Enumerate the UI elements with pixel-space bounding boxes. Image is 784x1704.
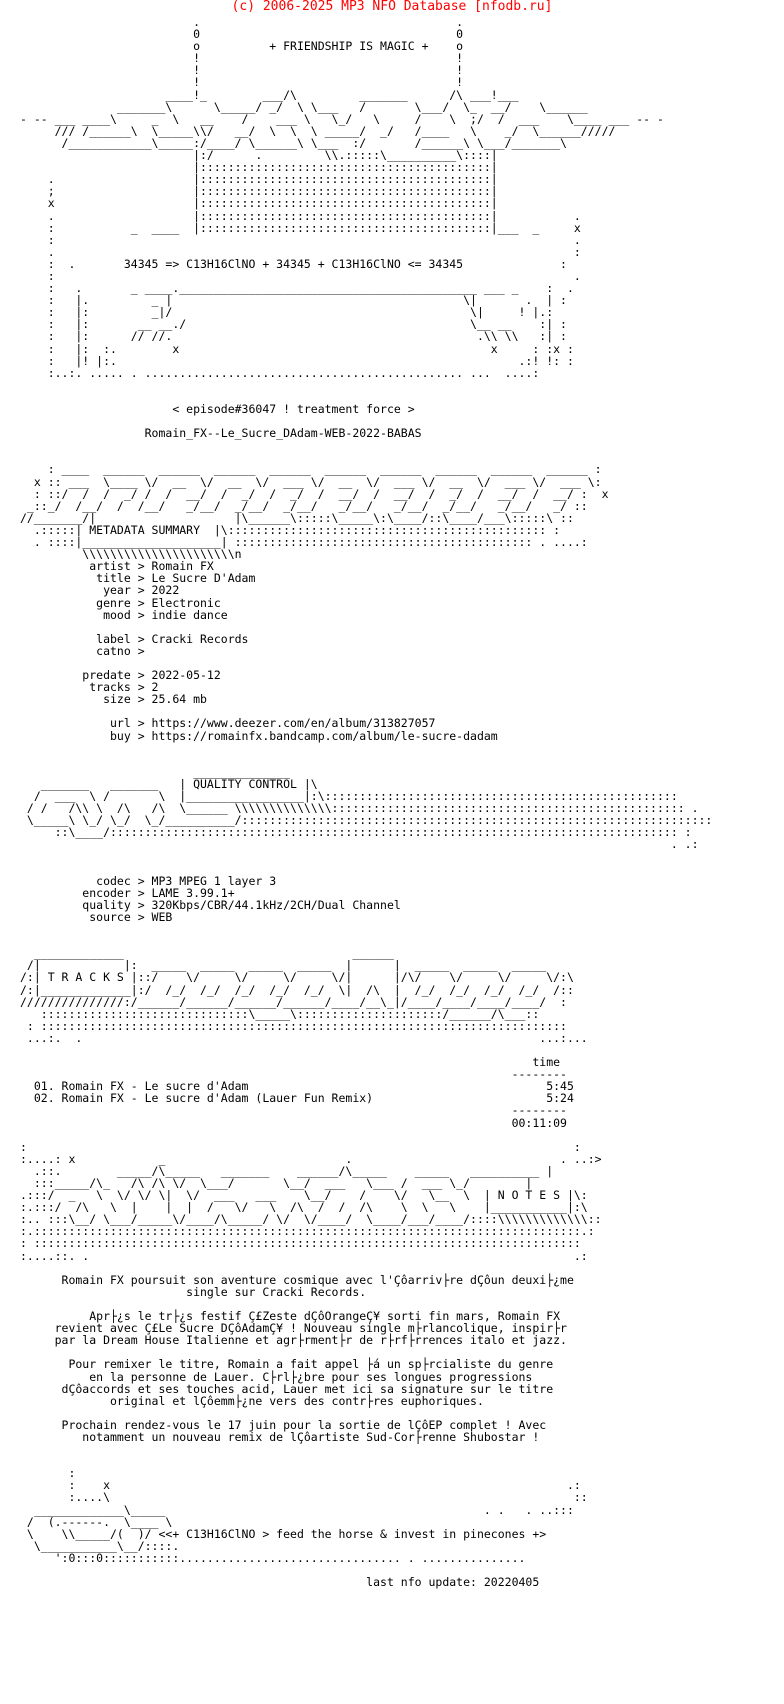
site-header: (c) 2006-2025 MP3 NFO Database [nfodb.ru] bbox=[231, 0, 553, 14]
nfo-text: . . 0 0 o + FRIENDSHIP IS MAGIC + o ! ! ! ! ! ! ____!_ ___/\ _______ /\ ___!___ _______\ \_____/ _/ \ \___ / \___/ \_ __/ \______ - -- ___ ____\ _ \ __ / ___ \ \_/ \ / \ ;/ / ___ \____ ___ -- - /// /______\ \_____\\/ __/ \ \ \ _____/ _/ /____ \ _/ \______///// /____________\_____:/____/ \______\ \___ :/ /______\ \___/_______\ |:/ . \\.:::::\__________\::::| |::::::::::::::::::::::::::::::::::::::::::| . |::::::::::::::::::::::::::::::::::::::::::| ; |::::::::::::::::::::::::::::::::::::::::::| x |::::::::::::::::::::::::::::::::::::::::::| . |::::::::::::::::::::::::::::::::::::::::::| . : _ ____ |::::::::::::::::::::::::::::::::::::::::::|___ _ x : . . : : . 34345 => C13H16ClNO + 34345 + C13H16ClNO <= 34345 : : . : . _ ____.___________________________________________ ___ _ : . : |. _ | \| . | : : |: _|/ \| ! |.: : |: __ __./ \__ __ :| : : |: // //. .\\ \\ :| : : |: :. x x : :x : : |! |:. .:! !: : :..:. ..... . .............................................. ... ....: < episode#36047 ! treatment force > Romain_FX--Le_Sucre_DAdam-WEB-2022-BABAS : ____ ______ ______ ______ ______ ______ ______ ______ ______ ______ : x :: ___ \____ \/ __ \/ __ \/ ___ \/ __ \/ ___ \/ __ \/ ___ \/ ___ \: : ::/ / / _/ / / __/ / _/ / _/ / __/ / __/ / _/ / __/ / __/ : x _::_/ /__/ / /__/ _/__/ _/__/ _/__/ _/__/ _/__/ _/__/ _/__/ _/ :: //_______/| |\______\:::::\_____\:\____/::\____/___\:::::\ :: .:::::| METADATA SUMMARY |\:::::::::::::::::::::::::::::::::::::::::::::: : . ::::|____________________| ::::::::::::::::::::::::::::::::::::::::::: . ....: \\\\\\\\\\\\\\\\\\\\\\n artist > Romain FX title > Le Sucre D'Adam year > 2022 genre > Electronic mood > indie dance label > Cracki Records catno > predate > 2022-05-12 tracks > 2 size > 25.64 mb url > https://www.deezer.com/en/album/313827057 buy > https://romainfx.bandcamp.com/album/le-sucre-dadam ______________ _______ _______ | QUALITY CONTROL |\ / ___ \ / \ |_________________|:\::::::::::::::::::::::::::::::::::::::::::::::::::: / / /\\ \ /\ /\ \______ \\\\\\\\\\\\\\::::::::::::::::::::::::::::::::::::::::::::::::::: . \_____\ \_/ \_/ \_/__________/:::::::::::::::::::::::::::::::::::::::::::::::::::::::::::::::::::: ::\____/:::::::::::::::::::::::::::::::::::::::::::::::::::::::::::::::::::::::::::::::::: : . .: codec > MP3 MPEG 1 layer 3 encoder > LAME 3.99.1+ quality > 320Kbps/CBR/44.1kHz/2CH/Dual Channel source > WEB _____________ ______ /| |: _____ _____ _____ _____ | | _____ _____ _____ /:| T R A C K S |::/ \/ \/ \/ \/| |/\/ \/ \/ \/:\ /:|_____________|:/ /_/ /_/ /_/ /_/ /_/ \| /\ | /_/ /_/ /_/ /_/ /:: ///////////////:/______/______/______/______/____/__\_|/____/____/____/____/ : ::::::::::::::::::::::::::::::\_____\:::::::::::::::::::::/______/\___:: : :::::::::::::::::::::::::::::::::::::::::::::::::::::::::::::::::::::::::::: ...:. . ...:... time -------- 01. Romain FX - Le sucre d'Adam 5:45 02. Romain FX - Le sucre d'Adam (Lauer Fun Remix) 5:24 -------- 00:11:09 : : :....: x _ . . ..:> .::. _____/\_____ _______ ______/\_____ _____ __________ | :::_____/\_ /\ /\ \/ \___/ \__/ ___ \___ / ___ \_/ | .:::/ _ \ \/ \/ \| \/ ___ ___ \__/ / \/ \__ \ | N O T E S |\: :.:::/ /\ \ | | | / \/ \ /\ / / /\ \ \ \ |___________|:\ :.. :::\__/ \___/_____\/____/\_____/ \/ \/____/ \____/___/____/::::\\\\\\\\\\\\\:: :.:::::::::::::::::::::::::::::::::::::::::::::::::::::::::::::::::::::::::::::::.: : ::::::::::::::::::::::::::::::::::::::::::::::::::::::::::::::::::::::::::::::: :....::. . .: Romain FX poursuit son aventure cosmique avec l'Çôarriv├re dÇôun deuxi├¿me single sur Cracki Records. Apr├¿s le tr├¿s festif Ç£Zeste dÇôOrangeÇ¥ sorti fin mars, Romain FX revient avec Ç£Le Sucre DÇôAdamÇ¥ ! Nouveau single m├rlancolique, inspir├r par la Dream House Italienne et agr├rment├r de r├rf├rrences italo et jazz. Pour remixer le titre, Romain a fait appel ├á un sp├rcialiste du genre en la personne de Lauer. C├rl├¿bre pour ses longues progressions dÇôaccords et ses touches acid, Lauer met ici sa signature sur le titre original et lÇôemm├¿ne vers des contr├res euphoriques. Prochain rendez-vous le 17 juin pour la sortie de lÇôEP complet ! Avec notamment un nouveau remix de lÇôartiste Sud-Cor├renne Shubostar ! : : x .: :....\ :: _____________\_____ . . . ..::: / (.------. \____ \ \ \\_____/( )/ <<+ C13H16ClNO > feed the horse & invest in pinecones +> \___________\__/::::. ':0:::0:::::::::::................................ . ............... last nfo update: 20220405 bbox=[20, 15, 713, 1590]
